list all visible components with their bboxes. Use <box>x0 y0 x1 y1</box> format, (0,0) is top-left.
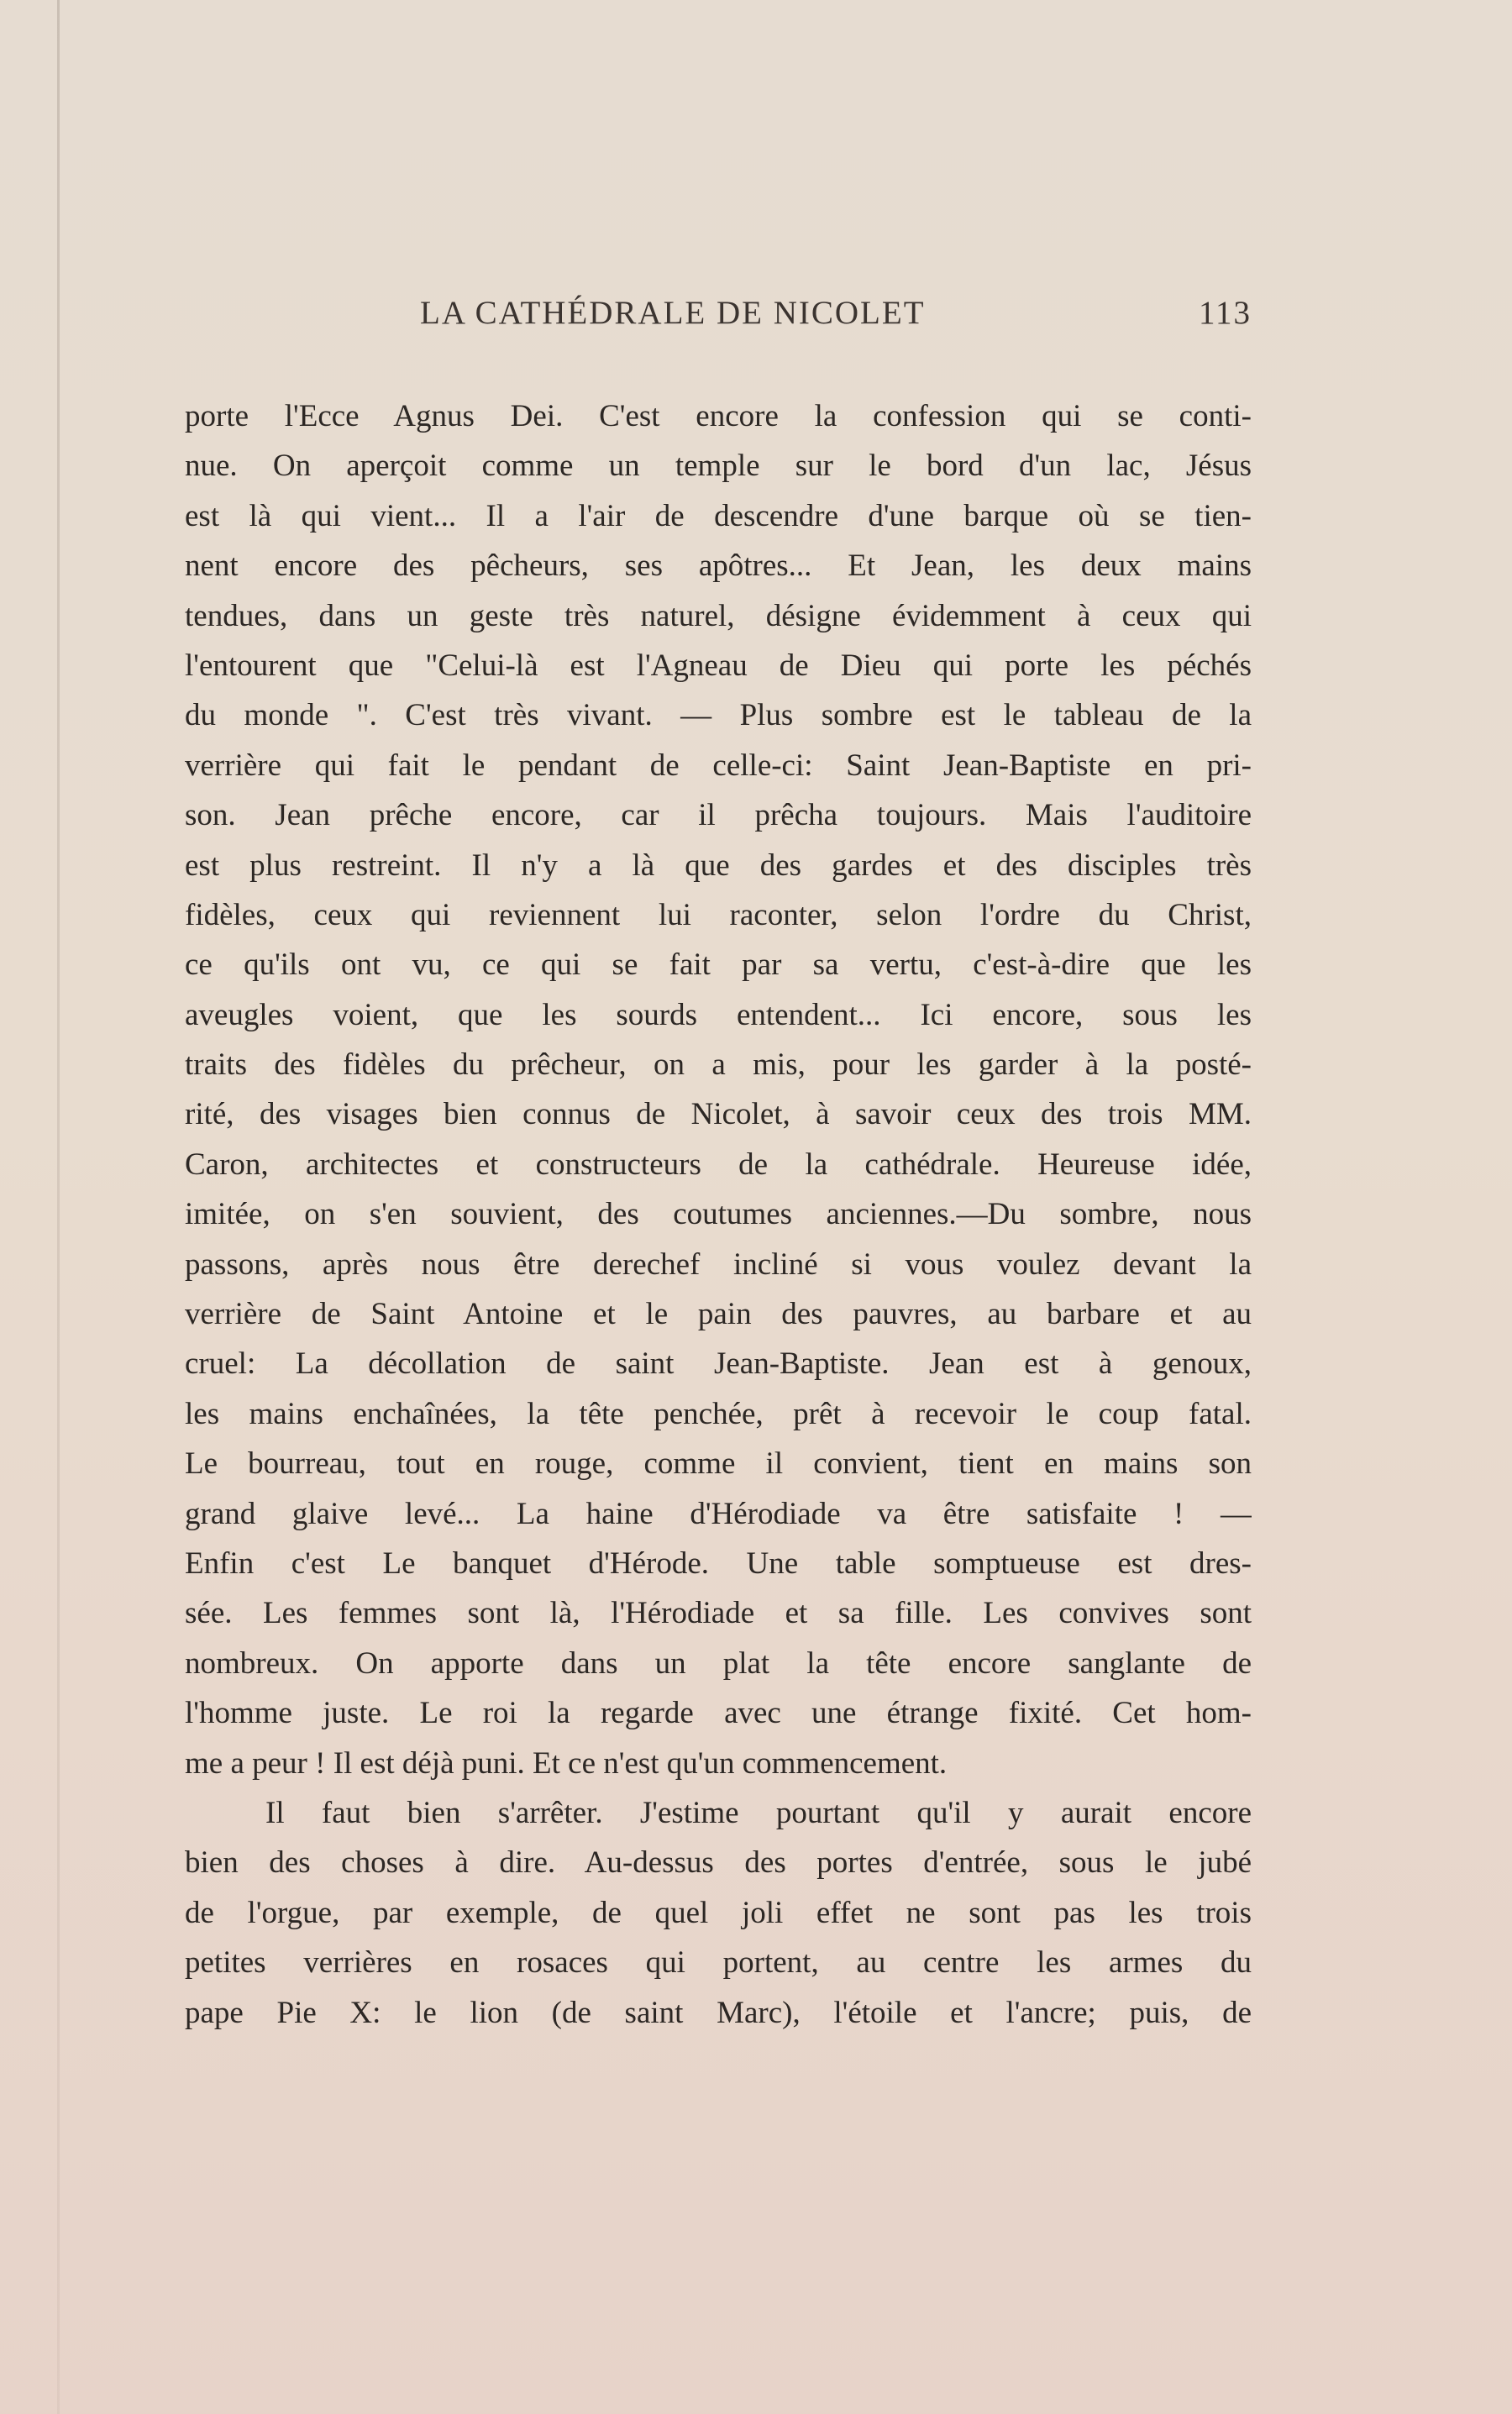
text-line: me a peur ! Il est déjà puni. Et ce n'est qu'un commencement. <box>185 1745 948 1781</box>
text-line: de l'orgue, par exemple, de quel joli effet ne sont pas les trois <box>185 1895 1252 1930</box>
text-line: verrière de Saint Antoine et le pain des pauvres, au barbare et au <box>185 1297 1252 1332</box>
text-line: Il faut bien s'arrêter. J'estime pourtant qu'il y aurait encore <box>265 1795 1252 1830</box>
text-line: sée. Les femmes sont là, l'Hérodiade et sa fille. Les convives sont <box>185 1596 1252 1631</box>
text-line: ce qu'ils ont vu, ce qui se fait par sa vertu, c'est-à-dire que les <box>185 947 1252 983</box>
text-line: verrière qui fait le pendant de celle-ci: Saint Jean-Baptiste en pri- <box>185 748 1252 783</box>
text-line: aveugles voient, que les sourds entendent... Ici encore, sous les <box>185 997 1252 1032</box>
paragraph <box>185 391 1252 1788</box>
text-line: Caron, architectes et constructeurs de la cathédrale. Heureuse idée, <box>185 1147 1252 1182</box>
text-line: Enfin c'est Le banquet d'Hérode. Une table somptueuse est dres- <box>185 1545 1252 1581</box>
text-line: cruel: La décollation de saint Jean-Baptiste. Jean est à genoux, <box>185 1346 1252 1382</box>
text-line: nombreux. On apporte dans un plat la tête encore sanglante de <box>185 1645 1252 1681</box>
text-line: est plus restreint. Il n'y a là que des gardes et des disciples très <box>185 848 1252 883</box>
text-line: porte l'Ecce Agnus Dei. C'est encore la confession qui se conti- <box>185 399 1252 433</box>
page-number: 113 <box>1198 295 1252 331</box>
text-line: du monde ". C'est très vivant. — Plus sombre est le tableau de la <box>185 698 1252 733</box>
running-title: LA CATHÉDRALE DE NICOLET <box>420 295 926 331</box>
text-line: rité, des visages bien connus de Nicolet, à savoir ceux des trois MM. <box>185 1097 1252 1132</box>
text-line: traits des fidèles du prêcheur, on a mis, pour les garder à la posté- <box>185 1047 1252 1083</box>
text-line: l'entourent que "Celui-là est l'Agneau de Dieu qui porte les péchés <box>185 648 1252 683</box>
text-line: pape Pie X: le lion (de saint Marc), l'étoile et l'ancre; puis, de <box>185 1995 1252 2030</box>
text-line: grand glaive levé... La haine d'Hérodiade va être satisfaite ! — <box>185 1496 1252 1531</box>
text-line: nue. On aperçoit comme un temple sur le bord d'un lac, Jésus <box>185 449 1252 484</box>
text-line: est là qui vient... Il a l'air de descendre d'une barque où se tien- <box>185 498 1252 533</box>
text-line: l'homme juste. Le roi la regarde avec une étrange fixité. Cet hom- <box>185 1696 1252 1731</box>
text-line: nent encore des pêcheurs, ses apôtres... Et Jean, les deux mains <box>185 548 1252 584</box>
text-line: tendues, dans un geste très naturel, désigne évidemment à ceux qui <box>185 598 1252 633</box>
text-line: petites verrières en rosaces qui portent, au centre les armes du <box>185 1945 1252 1981</box>
page-edge <box>57 0 60 2414</box>
text-line: bien des choses à dire. Au-dessus des portes d'entrée, sous le jubé <box>185 1845 1252 1881</box>
text-line: Le bourreau, tout en rouge, comme il convient, tient en mains son <box>185 1446 1252 1482</box>
text-line: fidèles, ceux qui reviennent lui raconter, selon l'ordre du Christ, <box>185 897 1252 932</box>
text-line: passons, après nous être derechef incliné si vous voulez devant la <box>185 1246 1252 1282</box>
text-line: imitée, on s'en souvient, des coutumes anciennes.—Du sombre, nous <box>185 1197 1252 1232</box>
text-body <box>185 391 1252 2038</box>
text-line: son. Jean prêche encore, car il prêcha toujours. Mais l'auditoire <box>185 798 1252 833</box>
running-head <box>185 294 1252 336</box>
text-line: les mains enchaînées, la tête penchée, prêt à recevoir le coup fatal. <box>185 1396 1252 1431</box>
paragraph <box>185 1788 1252 2038</box>
